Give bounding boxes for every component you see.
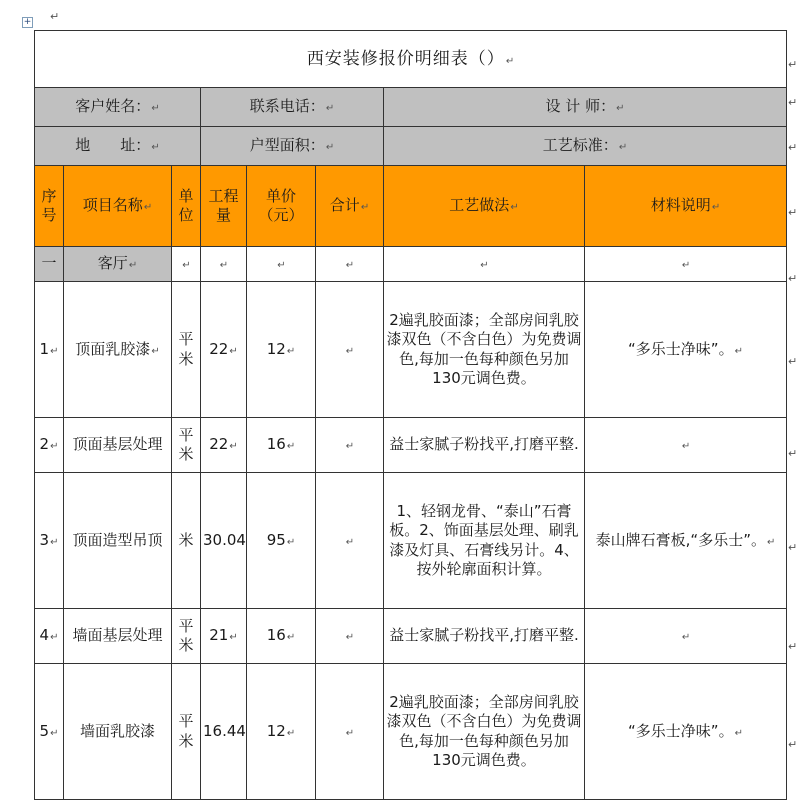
row-unit[interactable]: 平米 <box>172 282 201 418</box>
row-quantity[interactable]: 22↵ <box>201 282 247 418</box>
section-empty-cell[interactable]: ↵ <box>316 247 384 282</box>
table-title-cell[interactable]: 西安装修报价明细表（）↵ <box>35 31 787 88</box>
row-end-mark: ↵ <box>788 272 798 285</box>
row-material[interactable]: “多乐士净味”。↵ <box>585 282 787 418</box>
row-item-name[interactable]: 墙面乳胶漆 <box>64 664 172 800</box>
phone-cell[interactable]: 联系电话：↵ <box>201 88 384 127</box>
row-end-mark: ↵ <box>788 96 798 109</box>
row-end-mark: ↵ <box>788 58 798 71</box>
header-total[interactable]: 合计↵ <box>316 166 384 247</box>
section-row <box>35 247 787 282</box>
row-item-name[interactable]: 顶面基层处理 <box>64 418 172 473</box>
customer-name-cell[interactable]: 客户姓名：↵ <box>35 88 201 127</box>
row-item-name[interactable]: 顶面乳胶漆↵ <box>64 282 172 418</box>
row-total[interactable]: ↵ <box>316 664 384 800</box>
row-material[interactable]: “多乐士净味”。↵ <box>585 664 787 800</box>
header-row <box>35 166 787 247</box>
address-cell[interactable]: 地 址：↵ <box>35 127 201 166</box>
row-end-mark: ↵ <box>788 447 798 460</box>
row-unit[interactable]: 平米 <box>172 609 201 664</box>
designer-cell[interactable]: 设 计 师：↵ <box>384 88 787 127</box>
row-end-mark: ↵ <box>788 738 798 751</box>
row-seq[interactable]: 4↵ <box>35 609 64 664</box>
row-seq[interactable]: 2↵ <box>35 418 64 473</box>
title-row <box>35 31 787 88</box>
row-end-mark: ↵ <box>788 206 798 219</box>
row-quantity[interactable]: 22↵ <box>201 418 247 473</box>
row-quantity[interactable]: 16.44 <box>201 664 247 800</box>
section-empty-cell[interactable]: ↵ <box>585 247 787 282</box>
row-unit[interactable]: 米 <box>172 473 201 609</box>
row-process[interactable]: 2遍乳胶面漆；全部房间乳胶漆双色（不含白色）为免费调色,每加一色每种颜色另加130元调色费。 <box>384 664 585 800</box>
row-quantity[interactable]: 30.04 <box>201 473 247 609</box>
row-process[interactable]: 1、轻钢龙骨、“泰山”石膏板。2、饰面基层处理、刷乳漆及灯具、石膏线另计。4、按外轮廓面积计算。 <box>384 473 585 609</box>
section-empty-cell[interactable]: ↵ <box>201 247 247 282</box>
row-unit-price[interactable]: 16↵ <box>247 609 316 664</box>
row-end-mark: ↵ <box>788 541 798 554</box>
row-unit[interactable]: 平米 <box>172 418 201 473</box>
row-material[interactable]: 泰山牌石膏板,“多乐士”。↵ <box>585 473 787 609</box>
paragraph-mark: ↵ <box>50 10 60 23</box>
section-seq[interactable]: 一 <box>35 247 64 282</box>
row-material[interactable]: ↵ <box>585 609 787 664</box>
row-total[interactable]: ↵ <box>316 418 384 473</box>
info-row-1 <box>35 88 787 127</box>
row-process[interactable]: 2遍乳胶面漆；全部房间乳胶漆双色（不含白色）为免费调色,每加一色每种颜色另加130元调色费。 <box>384 282 585 418</box>
row-total[interactable]: ↵ <box>316 473 384 609</box>
row-item-name[interactable]: 顶面造型吊顶 <box>64 473 172 609</box>
row-process[interactable]: 益士家腻子粉找平,打磨平整. <box>384 609 585 664</box>
row-end-mark: ↵ <box>788 141 798 154</box>
row-unit[interactable]: 平米 <box>172 664 201 800</box>
row-item-name[interactable]: 墙面基层处理 <box>64 609 172 664</box>
table-row <box>35 473 787 609</box>
section-empty-cell[interactable]: ↵ <box>247 247 316 282</box>
table-row <box>35 418 787 473</box>
row-unit-price[interactable]: 16↵ <box>247 418 316 473</box>
section-name[interactable]: 客厅↵ <box>64 247 172 282</box>
header-seq[interactable]: 序号 <box>35 166 64 247</box>
table-title: 西安装修报价明细表（） <box>306 48 505 69</box>
row-process[interactable]: 益士家腻子粉找平,打磨平整. <box>384 418 585 473</box>
row-unit-price[interactable]: 12↵ <box>247 664 316 800</box>
row-seq[interactable]: 5↵ <box>35 664 64 800</box>
row-total[interactable]: ↵ <box>316 282 384 418</box>
header-process[interactable]: 工艺做法↵ <box>384 166 585 247</box>
header-unit[interactable]: 单位 <box>172 166 201 247</box>
header-unit-price[interactable]: 单价（元） <box>247 166 316 247</box>
house-area-cell[interactable]: 户型面积：↵ <box>201 127 384 166</box>
row-material[interactable]: ↵ <box>585 418 787 473</box>
row-end-mark: ↵ <box>788 355 798 368</box>
table-row <box>35 282 787 418</box>
row-total[interactable]: ↵ <box>316 609 384 664</box>
process-standard-cell[interactable]: 工艺标准：↵ <box>384 127 787 166</box>
row-unit-price[interactable]: 95↵ <box>247 473 316 609</box>
section-empty-cell[interactable]: ↵ <box>172 247 201 282</box>
info-row-2 <box>35 127 787 166</box>
row-unit-price[interactable]: 12↵ <box>247 282 316 418</box>
section-empty-cell[interactable]: ↵ <box>384 247 585 282</box>
header-quantity[interactable]: 工程量 <box>201 166 247 247</box>
table-row <box>35 609 787 664</box>
row-end-mark: ↵ <box>788 640 798 653</box>
table-move-handle[interactable]: + <box>23 17 32 27</box>
row-seq[interactable]: 1↵ <box>35 282 64 418</box>
table-row <box>35 664 787 800</box>
header-material[interactable]: 材料说明↵ <box>585 166 787 247</box>
row-quantity[interactable]: 21↵ <box>201 609 247 664</box>
row-seq[interactable]: 3↵ <box>35 473 64 609</box>
header-item-name[interactable]: 项目名称↵ <box>64 166 172 247</box>
quote-table <box>34 30 787 800</box>
